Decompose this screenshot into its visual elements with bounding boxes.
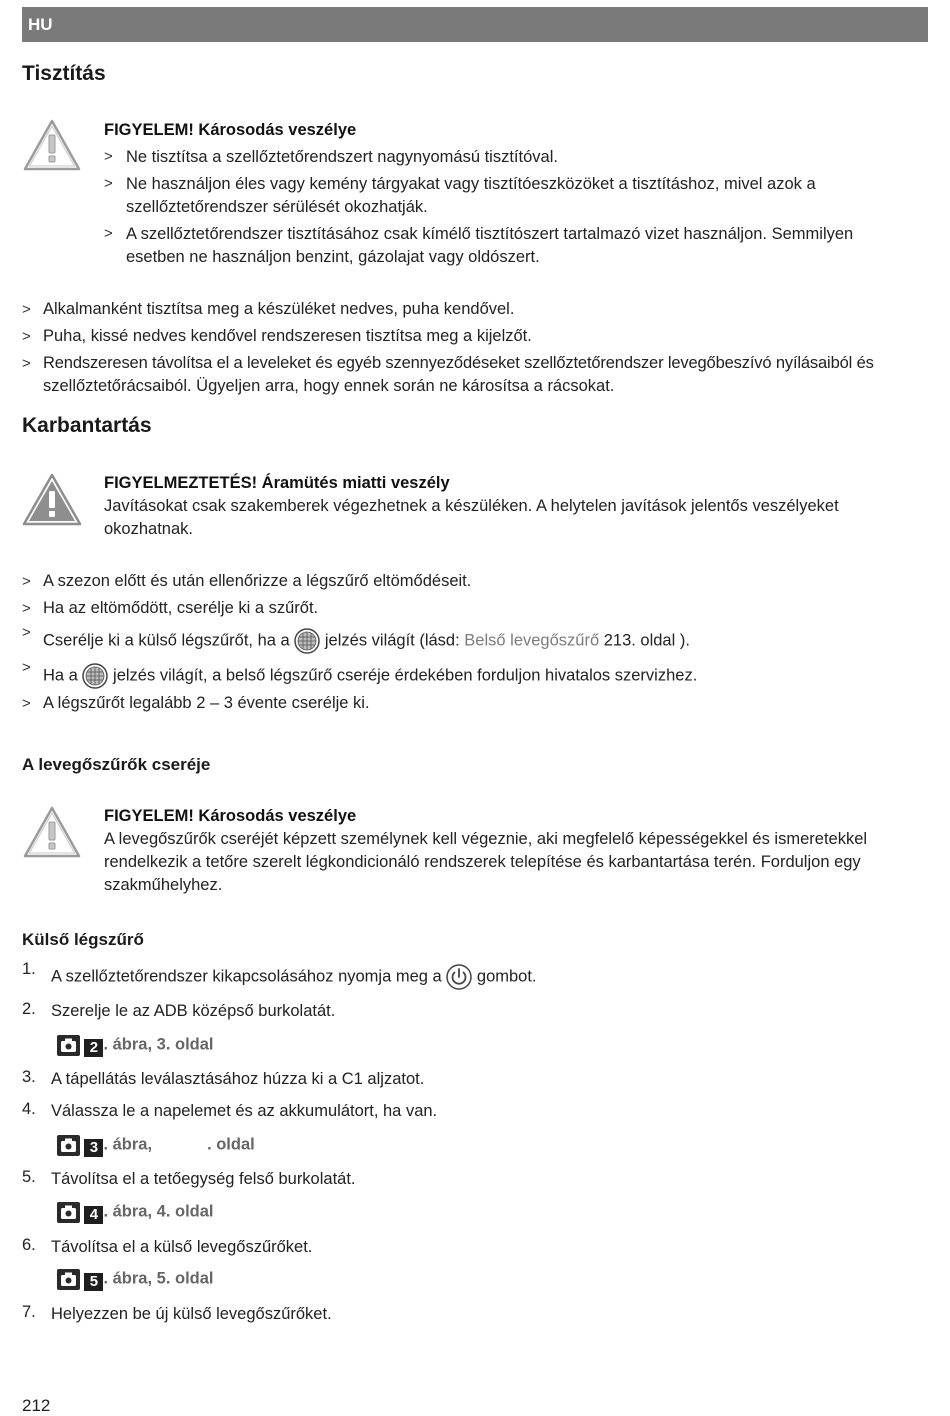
figure-number-box: 4	[84, 1206, 103, 1224]
step-text: Távolítsa el a tetőegység felső burkolatát.	[51, 1170, 356, 1188]
section-title-filters: A levegőszűrők cseréje	[22, 755, 211, 774]
page-number: 212	[22, 1396, 51, 1415]
step-number: 1.	[22, 960, 36, 978]
warning-title-maintenance: FIGYELMEZTETÉS! Áramütés miatti veszély	[104, 474, 450, 492]
figure-reference[interactable]: 3 . ábra, . oldal	[57, 1135, 255, 1157]
filter-indicator-icon	[82, 663, 108, 689]
cleaning-list: > Alkalmanként tisztítsa meg a készüléket nedves, puha kendővel. > Puha, kissé nedves kendővel rendszeresen tisztítsa meg a kijelzőt. > Rendszeresen távolítsa el a leveleket és egyéb szennyeződéseket szellőztetőrendszer levegőbeszívó nyílásaiból és szellőztetőrácsaiból. Ügyeljen arra, hogy ennek során ne károsítsa a rácsokat.	[22, 300, 874, 395]
filter-indicator-icon	[294, 628, 320, 654]
language-header-bar	[22, 7, 928, 42]
figure-reference[interactable]: 4 . ábra, 4. oldal	[57, 1202, 214, 1224]
warning-triangle-outline-icon	[22, 118, 82, 173]
warning-triangle-outline-icon	[22, 805, 82, 860]
step-number: 5.	[22, 1168, 36, 1186]
subsection-title-external-filter: Külső légszűrő	[22, 930, 144, 949]
step-text: Helyezzen be új külső levegőszűrőket.	[51, 1305, 332, 1323]
camera-icon	[57, 1269, 80, 1290]
step-text: Válassza le a napelemet és az akkumulátort, ha van.	[51, 1102, 438, 1120]
step-text: A szellőztetőrendszer kikapcsolásához nyomja meg a gombot.	[51, 964, 537, 990]
maintenance-list: > A szezon előtt és után ellenőrizze a légszűrő eltömődéseit. > Ha az eltömődött, cserélje ki a szűrőt. > Cserélje ki a külső légszűrőt, ha a jelzés világít (lásd: Belső levegőszűrő 213. oldal ). > Ha a jelzés világít, a belső légszűrő cseréje érdekében forduljon hivatalos szervizhez. > A légszűrőt legalább 2 – 3 évente cserélje ki.	[22, 572, 698, 712]
step-text: A tápellátás leválasztásához húzza ki a C1 aljzatot.	[51, 1070, 425, 1088]
step-number: 6.	[22, 1236, 36, 1254]
warning-title-filters: FIGYELEM! Károsodás veszélye	[104, 807, 357, 825]
warning-text-line: A levegőszűrők cseréjét képzett személynek kell végeznie, aki megfelelő képességekkel és ismeretekkel	[104, 830, 868, 848]
step-number: 3.	[22, 1068, 36, 1086]
step-number: 7.	[22, 1303, 36, 1321]
warning-list-cleaning: > Ne tisztítsa a szellőztetőrendszert nagynyomású tisztítóval. > Ne használjon éles vagy kemény tárgyakat vagy tisztítóeszközöket a tisztításhoz, mivel azok a szellőztetőrendszer sérülését okozhatják. > A szellőztetőrendszer tisztításához csak kímélő tisztítószert tartalmazó vizet használjon. Semmilyen esetben ne használjon benzint, gázolajat vagy oldószert.	[104, 148, 854, 266]
step-text: Szerelje le az ADB középső burkolatát.	[51, 1002, 336, 1020]
camera-icon	[57, 1202, 80, 1223]
figure-number-box: 3	[84, 1139, 103, 1157]
step-text: Távolítsa el a külső levegőszűrőket.	[51, 1238, 313, 1256]
step-number: 2.	[22, 1000, 36, 1018]
section-title-cleaning: Tisztítás	[22, 62, 106, 85]
section-title-maintenance: Karbantartás	[22, 414, 152, 437]
warning-title-cleaning: FIGYELEM! Károsodás veszélye	[104, 121, 357, 139]
warning-text-line: okozhatnak.	[104, 520, 193, 538]
warning-text-line: szakműhelyhez.	[104, 876, 223, 894]
warning-triangle-filled-icon	[21, 472, 83, 528]
figure-number-box: 2	[84, 1039, 103, 1057]
figure-number-box: 5	[84, 1273, 103, 1291]
warning-text-line: Javításokat csak szakemberek végezhetnek a készüléken. A helytelen javítások jelentős veszélyeket	[104, 497, 839, 515]
warning-text-line: rendelkezik a tetőre szerelt légkondicionáló rendszerek telepítése és karbantartása terén. Forduljon egy	[104, 853, 861, 871]
language-code: HU	[28, 15, 53, 34]
figure-reference[interactable]: 5 . ábra, 5. oldal	[57, 1269, 214, 1291]
step-number: 4.	[22, 1100, 36, 1118]
camera-icon	[57, 1035, 80, 1056]
figure-reference[interactable]: 2 . ábra, 3. oldal	[57, 1035, 214, 1057]
camera-icon	[57, 1135, 80, 1156]
cross-reference-link[interactable]: Belső levegőszűrő	[464, 631, 600, 650]
power-button-icon	[446, 964, 472, 990]
